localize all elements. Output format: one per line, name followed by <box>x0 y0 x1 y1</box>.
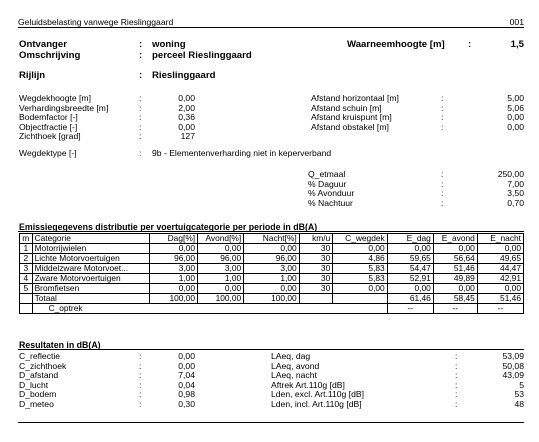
col-header: km/u <box>299 234 333 244</box>
table-cell: 4 <box>20 274 33 284</box>
result-value: 48 <box>514 399 524 409</box>
wegdektype-value: 9b - Elementenverharding niet in keperverband <box>152 148 332 158</box>
table-cell: 5,83 <box>333 264 387 274</box>
result-colon: : <box>455 360 458 371</box>
result-value: 0,04 <box>178 379 195 390</box>
param-value: 0,36 <box>178 112 195 123</box>
table-cell: 3,00 <box>244 264 300 274</box>
table-cell: 0,00 <box>387 244 433 254</box>
table-cell: 0,00 <box>477 284 523 294</box>
param-label: Afstand obstakel [m] <box>311 121 389 132</box>
result-value: 0,30 <box>178 399 195 409</box>
table-cell: 1 <box>20 244 33 254</box>
table-cell: 30 <box>299 264 333 274</box>
param-value: 127 <box>180 131 195 142</box>
param-colon: : <box>139 131 142 142</box>
optrek-label: C_optrek <box>32 304 387 314</box>
result-colon: : <box>455 379 458 390</box>
emissie-rule <box>18 231 524 232</box>
table-cell: 1,00 <box>244 274 300 284</box>
table-row <box>20 254 524 264</box>
traffic-value: 0,70 <box>507 197 524 208</box>
table-cell: 56,64 <box>433 254 477 264</box>
waarneemhoogte-value: 1,5 <box>510 39 524 50</box>
col-header: Categorie <box>32 234 149 244</box>
table-cell: 30 <box>299 274 333 284</box>
result-colon: : <box>139 389 142 400</box>
table-cell: 54,47 <box>387 264 433 274</box>
result-label: D_meteo <box>19 399 54 409</box>
param-label: Objectfractie [-] <box>19 121 78 132</box>
table-cell: 0,00 <box>244 244 300 254</box>
traffic-value: 250,00 <box>497 169 524 179</box>
table-cell: 51,46 <box>477 294 523 304</box>
table-cell: Middelzware Motorvoet... <box>32 264 149 274</box>
param-value: 5,00 <box>507 93 524 103</box>
table-cell: 49,65 <box>477 254 523 264</box>
emissie-title: Emissiegegevens distributie per voertuigcategorie per periode in dB(A) <box>19 222 318 232</box>
table-cell: 96,00 <box>198 254 244 264</box>
ontvanger-label: Ontvanger <box>19 39 67 50</box>
waarneemhoogte-label: Waarneemhoogte [m] <box>347 39 445 50</box>
table-cell: 100,00 <box>244 294 300 304</box>
result-value: 53 <box>514 389 524 400</box>
traffic-label: % Avonduur <box>308 188 355 199</box>
result-colon: : <box>455 351 458 361</box>
table-cell: 59,65 <box>387 254 433 264</box>
col-header: m <box>20 234 33 244</box>
param-label: Bodemfactor [-] <box>19 112 78 123</box>
table-cell: 0,00 <box>149 244 197 254</box>
col-header: C_wegdek <box>333 234 387 244</box>
result-colon: : <box>139 379 142 390</box>
result-label: C_zichthoek <box>19 360 67 371</box>
table-cell: 3,00 <box>149 264 197 274</box>
result-label: Lden, incl. Art.110g [dB] <box>271 399 362 409</box>
table-cell: 0,00 <box>333 244 387 254</box>
param-label: Afstand horizontaal [m] <box>311 93 399 103</box>
table-row <box>20 264 524 274</box>
table-cell: 1,00 <box>149 274 197 284</box>
param-colon: : <box>139 121 142 132</box>
result-label: D_bodem <box>19 389 57 400</box>
page-number: 001 <box>509 17 524 27</box>
table-header-row <box>20 234 524 244</box>
param-colon: : <box>441 102 444 113</box>
traffic-label: % Nachtuur <box>308 197 353 208</box>
header-rule <box>18 27 524 28</box>
param-colon: : <box>139 112 142 123</box>
result-value: 7,04 <box>178 370 195 381</box>
result-colon: : <box>455 399 458 409</box>
table-cell: 0,00 <box>149 284 197 294</box>
table-cell: 0,00 <box>198 244 244 254</box>
result-label: LAeq, avond <box>271 360 320 371</box>
table-cell: -- <box>433 304 477 314</box>
table-cell: 5,83 <box>333 274 387 284</box>
report-title: Geluidsbelasting vanwege Rieslinggaard <box>18 17 174 27</box>
table-cell: 0,00 <box>244 284 300 294</box>
result-label: Aftrek Art.110g [dB] <box>271 379 345 390</box>
table-cell: 49,89 <box>433 274 477 284</box>
result-label: D_afstand <box>19 370 59 381</box>
table-cell: Motorrijwielen <box>32 244 149 254</box>
result-colon: : <box>455 389 458 400</box>
table-cell: 30 <box>299 284 333 294</box>
param-value: 2,00 <box>178 102 195 113</box>
table-row <box>20 284 524 294</box>
table-cell: 5 <box>20 284 33 294</box>
emission-table <box>19 233 524 314</box>
table-cell: 30 <box>299 254 333 264</box>
ontvanger-colon: : <box>139 39 143 50</box>
table-cell: 0,00 <box>477 244 523 254</box>
param-label: Verhardingsbreedte [m] <box>19 102 109 113</box>
col-header: E_avond <box>433 234 477 244</box>
result-colon: : <box>139 370 142 381</box>
table-cell: 0,00 <box>433 244 477 254</box>
omschrijving-value: perceel Rieslinggaard <box>152 50 252 61</box>
table-cell: 4,86 <box>333 254 387 264</box>
table-cell: 2 <box>20 254 33 264</box>
result-label: LAeq, dag <box>271 351 311 361</box>
table-cell: 42,91 <box>477 274 523 284</box>
table-row <box>20 274 524 284</box>
result-label: C_reflectie <box>19 351 61 361</box>
param-label: Wegdekhoogte [m] <box>19 93 91 103</box>
result-value: 5 <box>519 379 524 390</box>
rijlijn-value: Rieslinggaard <box>152 70 216 81</box>
traffic-colon: : <box>441 178 444 189</box>
table-row <box>20 244 524 254</box>
param-value: 0,00 <box>507 121 524 132</box>
result-colon: : <box>455 370 458 381</box>
param-value: 0,00 <box>178 121 195 132</box>
table-cell <box>20 294 33 304</box>
table-row-totaal <box>20 294 524 304</box>
col-header: E_nacht <box>477 234 523 244</box>
result-value: 43,09 <box>502 370 524 381</box>
result-value: 0,98 <box>178 389 195 400</box>
table-cell: -- <box>477 304 523 314</box>
col-header: E_dag <box>387 234 433 244</box>
param-label: Zichthoek [grad] <box>19 131 81 142</box>
result-value: 0,00 <box>178 351 195 361</box>
table-cell: Lichte Motorvoertuigen <box>32 254 149 264</box>
table-cell: 1,00 <box>198 274 244 284</box>
traffic-colon: : <box>441 169 444 179</box>
totaal-label: Totaal <box>32 294 149 304</box>
result-value: 53,09 <box>502 351 524 361</box>
param-value: 0,00 <box>507 112 524 123</box>
param-label: Afstand schuin [m] <box>311 102 382 113</box>
table-cell: 51,46 <box>433 264 477 274</box>
wegdektype-colon: : <box>139 148 142 158</box>
traffic-label: % Daguur <box>308 178 347 189</box>
wegdektype-label: Wegdektype [-] <box>19 148 77 158</box>
result-value: 50,08 <box>502 360 524 371</box>
table-cell: Zware Motorvoertuigen <box>32 274 149 284</box>
table-cell: Bromfietsen <box>32 284 149 294</box>
rijlijn-label: Rijlijn <box>19 70 46 81</box>
table-cell <box>299 294 333 304</box>
table-cell: 96,00 <box>149 254 197 264</box>
omschrijving-colon: : <box>139 50 143 61</box>
param-colon: : <box>441 112 444 123</box>
waarneemhoogte-colon: : <box>468 39 472 50</box>
table-cell: 58,45 <box>433 294 477 304</box>
traffic-value: 7,00 <box>507 178 524 189</box>
result-colon: : <box>139 399 142 409</box>
result-value: 0,00 <box>178 360 195 371</box>
table-cell: 0,00 <box>433 284 477 294</box>
table-cell: 0,00 <box>198 284 244 294</box>
rijlijn-colon: : <box>139 70 143 81</box>
traffic-value: 3,50 <box>507 188 524 199</box>
result-label: D_lucht <box>19 379 49 390</box>
table-cell: 0,00 <box>333 284 387 294</box>
resultaten-rule <box>18 349 524 350</box>
traffic-label: Q_etmaal <box>308 169 346 179</box>
footer-rule <box>18 422 524 423</box>
table-cell: 96,00 <box>244 254 300 264</box>
resultaten-title: Resultaten in dB(A) <box>19 340 101 350</box>
table-cell <box>333 294 387 304</box>
param-colon: : <box>139 93 142 103</box>
param-value: 5,06 <box>507 102 524 113</box>
ontvanger-value: woning <box>152 39 186 50</box>
table-cell: 52,91 <box>387 274 433 284</box>
result-label: Lden, excl. Art.110g [dB] <box>271 389 364 400</box>
col-header: Dag[%] <box>149 234 197 244</box>
result-label: LAeq, nacht <box>271 370 317 381</box>
param-colon: : <box>441 93 444 103</box>
traffic-colon: : <box>441 188 444 199</box>
table-cell: 100,00 <box>198 294 244 304</box>
table-cell: 44,47 <box>477 264 523 274</box>
col-header: Nacht[%] <box>244 234 300 244</box>
table-cell: 0,00 <box>387 284 433 294</box>
col-header: Avond[%] <box>198 234 244 244</box>
table-cell: -- <box>387 304 433 314</box>
table-row-optrek <box>20 304 524 314</box>
result-colon: : <box>139 360 142 371</box>
param-colon: : <box>139 102 142 113</box>
param-colon: : <box>441 121 444 132</box>
table-cell: 30 <box>299 244 333 254</box>
table-cell: 3,00 <box>198 264 244 274</box>
param-value: 0,00 <box>178 93 195 103</box>
traffic-colon: : <box>441 197 444 208</box>
table-cell: 3 <box>20 264 33 274</box>
omschrijving-label: Omschrijving <box>19 50 81 61</box>
table-cell <box>20 304 33 314</box>
param-label: Afstand kruispunt [m] <box>311 112 392 123</box>
result-colon: : <box>139 351 142 361</box>
table-cell: 61,46 <box>387 294 433 304</box>
table-cell: 100,00 <box>149 294 197 304</box>
